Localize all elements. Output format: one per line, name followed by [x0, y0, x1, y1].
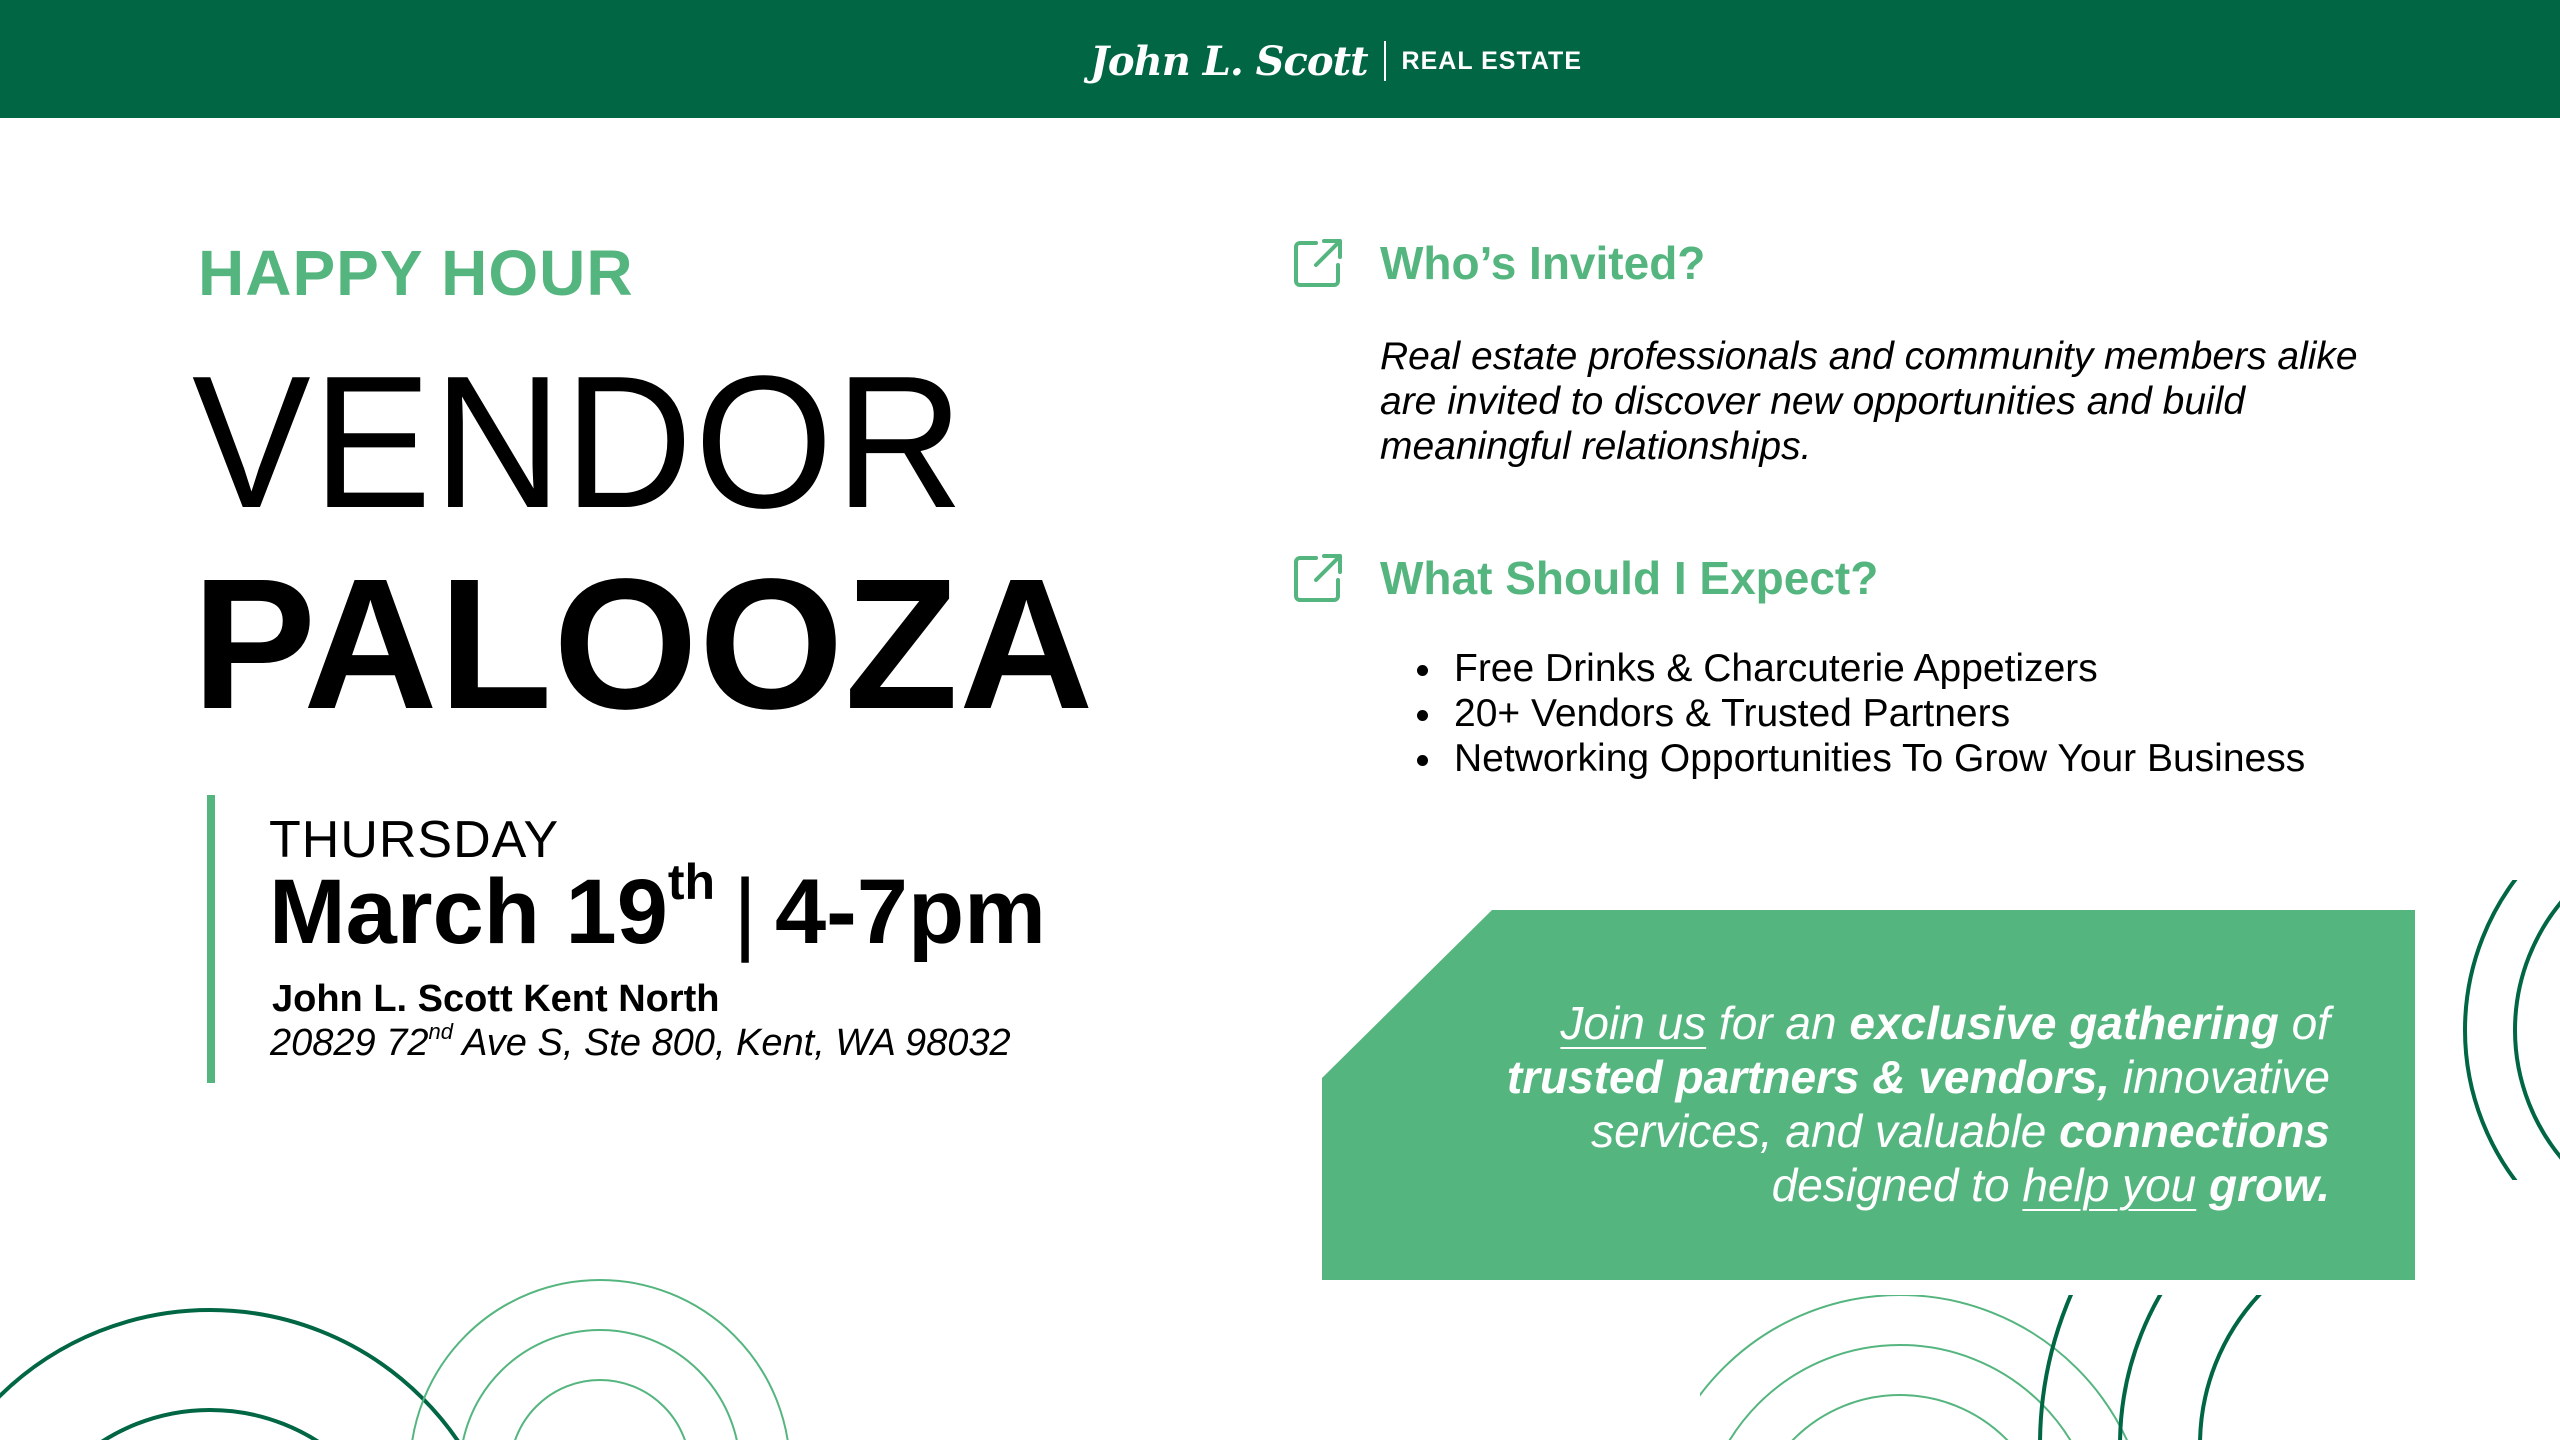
date-separator: |: [733, 861, 757, 963]
event-day: THURSDAY: [269, 811, 560, 869]
callout-text-part: Join us: [1560, 997, 1707, 1049]
address-number: 20829 72: [270, 1022, 429, 1064]
brand-subtitle: REAL ESTATE: [1401, 46, 1583, 75]
event-date: March 19: [269, 861, 668, 963]
header-bar: [0, 0, 2560, 118]
callout-text: [1360, 996, 2330, 1212]
address-suffix: nd: [428, 1019, 453, 1044]
external-link-icon: [1290, 235, 1346, 291]
event-eyebrow: HAPPY HOUR: [198, 237, 634, 309]
expect-heading: What Should I Expect?: [1380, 552, 1879, 604]
brand-name: John L. Scott: [1090, 37, 1368, 85]
address-rest: Ave S, Ste 800, Kent, WA 98032: [452, 1022, 1011, 1064]
callout-text-part: services, and valuable: [1591, 1105, 2060, 1157]
callout-text-part: designed to: [1771, 1159, 2023, 1211]
list-item: • 20+ Vendors & Trusted Partners: [1446, 691, 2305, 736]
event-title-line2: PALOOZA: [192, 541, 1095, 748]
invited-description: Real estate professionals and community members alike are invited to discover new opportunities and build meaningful relationships.: [1380, 335, 2358, 468]
callout-text-part: of: [2278, 997, 2330, 1049]
event-date-suffix: th: [667, 854, 716, 910]
event-time: 4-7pm: [774, 861, 1046, 963]
callout-text-part: help you: [2022, 1159, 2197, 1211]
expect-list: [1410, 646, 2305, 781]
callout-text-part: innovative: [2110, 1051, 2330, 1103]
callout-text-part: grow.: [2196, 1159, 2330, 1211]
decorative-arcs-right: [2415, 880, 2560, 1180]
callout-text-part: exclusive gathering: [1849, 997, 2279, 1049]
event-title-line1: VENDOR: [192, 336, 966, 548]
list-item: • Free Drinks & Charcuterie Appetizers: [1446, 646, 2305, 691]
brand-logo: [1090, 36, 1582, 86]
brand-divider: [1384, 41, 1386, 81]
callout-text-part: connections: [2059, 1105, 2330, 1157]
callout-text-part: for an: [1706, 997, 1850, 1049]
list-item: • Networking Opportunities To Grow Your Business: [1446, 736, 2305, 781]
callout-text-part: trusted partners & vendors,: [1506, 1051, 2111, 1103]
external-link-icon: [1290, 550, 1346, 606]
event-date-time: [269, 854, 1046, 963]
date-accent-rule: [207, 795, 215, 1083]
decorative-arcs-left: [0, 1150, 840, 1440]
location-name: John L. Scott Kent North: [272, 978, 720, 1020]
invited-heading: Who’s Invited?: [1380, 237, 1706, 289]
decorative-arcs-bottom: [1700, 1295, 2560, 1440]
location-address: [270, 1019, 1011, 1065]
